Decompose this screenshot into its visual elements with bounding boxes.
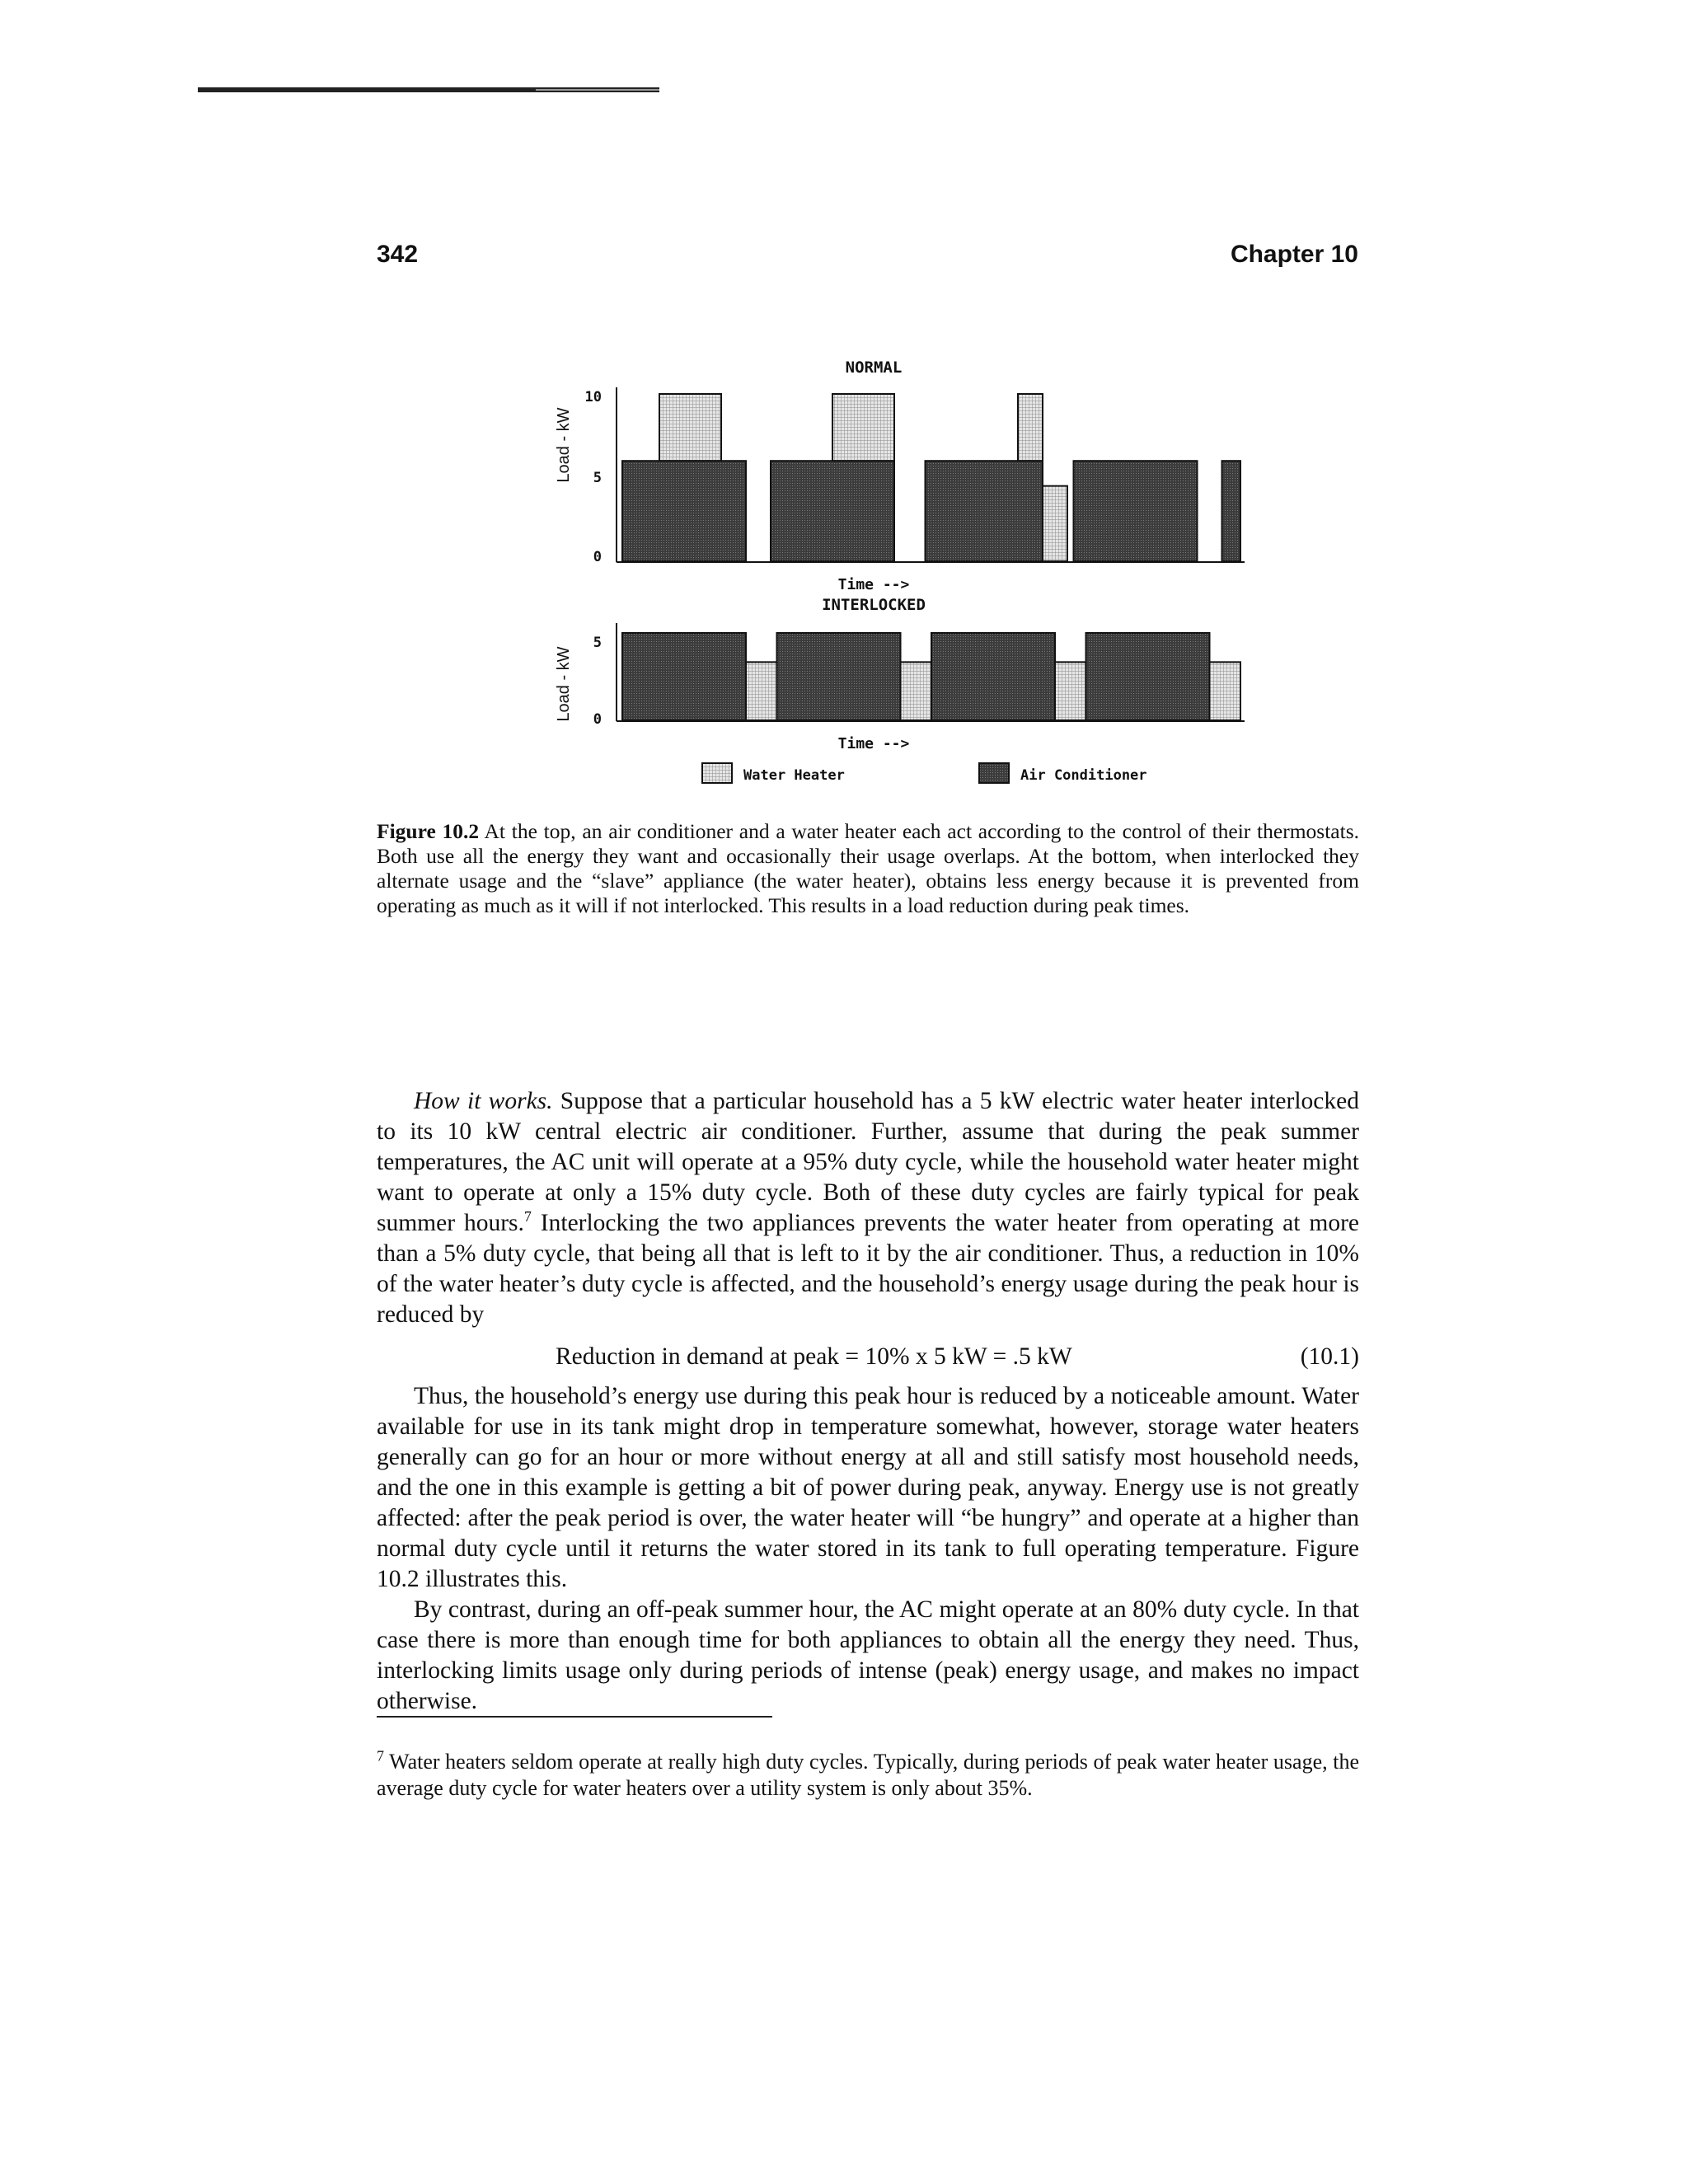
normal-water-heater-bar [1018,394,1043,461]
normal-water-heater-bar [832,394,894,461]
normal-ac-bar [1222,461,1241,561]
top-tick-0: 0 [593,549,602,565]
normal-water-heater-bar [659,394,721,461]
bottom-tick-0: 0 [593,711,602,728]
footnote [377,1749,1359,1802]
bottom-y-axis-label: Load - kW [555,646,573,722]
legend-water-heater-swatch [702,763,732,783]
interlocked-water-heater-bar [746,662,777,720]
bottom-tick-5: 5 [593,635,602,651]
footnote-text: Water heaters seldom operate at really high duty cycles. Typically, during periods of peak water heater usage, the average duty cycle for water heaters over a utility system is only about 35%. [377,1750,1359,1800]
footnote-reference: 7 [523,1208,532,1226]
equation-10-1 [377,1338,1359,1375]
top-bars [622,394,1240,561]
legend-air-conditioner-label: Air Conditioner [1020,767,1147,784]
paragraph-2: Thus, the household’s energy use during this peak hour is reduced by a noticeable amount. Water available for use in its tank might drop in temperature somewhat, however, storage water heaters generally can go for an hour or more without energy at all and still satisfy most household needs, and the one in this example is getting a bit of power during peak, anyway. Energy use is not greatly affected: after the peak period is over, the water heater will “be hungry” and operate at a higher than normal duty cycle until it returns the water stored in its tank to full operating temperature. Figure 10.2 illustrates this. [377,1383,1359,1592]
bottom-x-axis-label: Time --> [837,735,910,752]
figure-10-2 [528,354,1269,799]
legend-water-heater-label: Water Heater [743,767,845,784]
legend-air-conditioner-swatch [979,763,1009,783]
interlocked-ac-bar [1086,633,1210,720]
paragraph-1-part-a: Suppose that a particular household has a 5 kW electric water heater interlocked to its 10 kW central electric air conditioner. Further, assume that during the peak summer temperatures, the AC unit will operate at a 95% duty cycle, while the household water heater might want to operate at only a 15% duty cycle. Both of these duty cycles are fairly typical for peak summer hours. [377,1088,1359,1236]
normal-ac-bar [771,461,894,561]
top-x-axis-label: Time --> [837,576,910,593]
top-tick-10: 10 [584,389,602,405]
footnote-marker: 7 [377,1747,384,1765]
caption-label: Figure 10.2 [377,819,480,843]
interlocked-ac-bar [931,633,1055,720]
chapter-heading: Chapter 10 [1230,241,1358,268]
interlock-chart [528,354,1269,799]
equation-number: (10.1) [1300,1343,1359,1370]
normal-ac-bar [1074,461,1198,561]
interlocked-water-heater-bar [1210,662,1241,720]
interlocked-ac-bar [622,633,746,720]
paragraph-how-it-works [377,1086,1359,1330]
caption-text: At the top, an air conditioner and a water heater each act according to the control of their thermostats. Both use all the energy they want and occasionally their usage overlaps. At the bottom, when interlocked they alternate usage and the “slave” appliance (the water heater), obtains less energy because it is prevented from operating as much as it will if not interlocked. This results in a load reduction during peak times. [377,819,1359,917]
footnote-rule [377,1716,772,1718]
interlocked-water-heater-bar [1055,662,1086,720]
top-chart-title: NORMAL [845,359,903,377]
top-tick-5: 5 [593,470,602,486]
paragraph-1-part-b: Interlocking the two appliances prevents the water heater from operating at more than a 5% duty cycle, that being all that is left to it by the air conditioner. Thus, a reduction in 10% of the water heater’s duty cycle is affected, and the household’s energy usage during the peak hour is reduced by [377,1210,1359,1328]
page-number: 342 [377,241,419,268]
bottom-chart-title: INTERLOCKED [822,596,926,614]
normal-water-heater-bar [1043,486,1067,561]
bottom-bars [622,633,1240,720]
top-y-axis-label: Load - kW [555,407,573,483]
normal-ac-bar [622,461,746,561]
equation-text: Reduction in demand at peak = 10% x 5 kW = .5 kW [556,1343,1072,1370]
interlocked-ac-bar [777,633,901,720]
figure-caption [377,819,1359,918]
paragraph-lead-in: How it works. [414,1088,553,1114]
paragraph-3: By contrast, during an off-peak summer hour, the AC might operate at an 80% duty cycle. In that case there is more than enough time for both appliances to obtain all the energy they need. Thus, interlocking limits usage only during periods of intense (peak) energy usage, and makes no impact otherwise. [377,1596,1359,1714]
body-text [377,1086,1359,1717]
normal-ac-bar [926,461,1043,561]
top-rule-fade [536,89,659,91]
interlocked-water-heater-bar [901,662,932,720]
